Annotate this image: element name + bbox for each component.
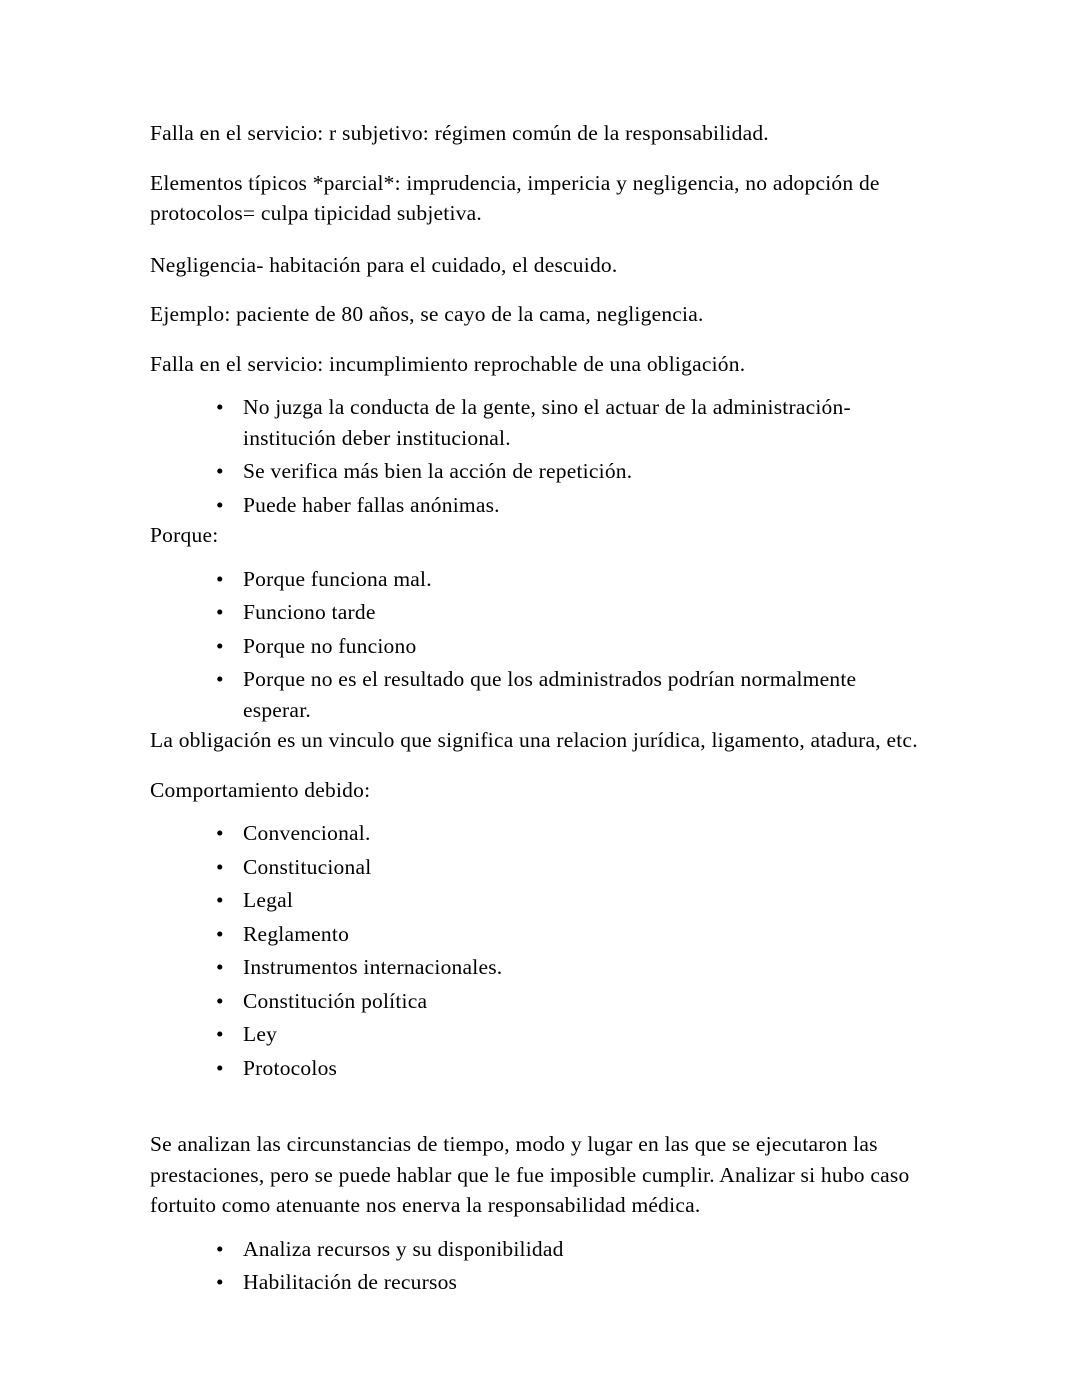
list-item: • Porque no funciono xyxy=(150,631,928,662)
bullet-list-falla-servicio xyxy=(150,392,928,520)
paragraph-falla-servicio-incumplimiento: Falla en el servicio: incumplimiento reprochable de una obligación. xyxy=(150,351,746,376)
list-item: • Convencional. xyxy=(150,818,928,849)
list-item: • Porque no es el resultado que los administrados podrían normalmente esperar. xyxy=(150,664,928,725)
bullet-list-comportamiento-debido xyxy=(150,818,928,1083)
paragraph-elementos-tipicos: Elementos típicos *parcial*: imprudencia, impericia y negligencia, no adopción de protocolos= culpa tipicidad subjetiva. xyxy=(150,170,880,226)
paragraph-falla-servicio-subjetivo: Falla en el servicio: r subjetivo: régimen común de la responsabilidad. xyxy=(150,121,769,145)
paragraph-comportamiento-debido-heading: Comportamiento debido: xyxy=(150,777,371,802)
list-item: • Analiza recursos y su disponibilidad xyxy=(150,1234,928,1265)
list-item: • Instrumentos internacionales. xyxy=(150,952,928,983)
paragraph-se-analizan-circunstancias: Se analizan las circunstancias de tiempo, modo y lugar en las que se ejecutaron las prestaciones, pero se puede hablar que le fue imposible cumplir. Analizar si hubo caso fortuito como atenuante nos enerva la responsabilidad médica. xyxy=(150,1132,910,1218)
document-body xyxy=(150,118,928,1298)
list-item: • Protocolos xyxy=(150,1053,928,1084)
paragraph-obligacion-vinculo: La obligación es un vinculo que significa una relacion jurídica, ligamento, atadura, etc. xyxy=(150,728,918,753)
bullet-list-recursos xyxy=(150,1234,928,1298)
paragraph-negligencia-definicion: Negligencia- habitación para el cuidado, el descuido. xyxy=(150,252,618,277)
list-item: • Constitución política xyxy=(150,986,928,1017)
list-item: • Funciono tarde xyxy=(150,597,928,628)
list-item: • Constitucional xyxy=(150,852,928,883)
bullet-list-porque xyxy=(150,564,928,726)
list-item: • Reglamento xyxy=(150,919,928,950)
list-item: • No juzga la conducta de la gente, sino el actuar de la administración- institución deber institucional. xyxy=(150,392,928,453)
paragraph-ejemplo-paciente: Ejemplo: paciente de 80 años, se cayo de la cama, negligencia. xyxy=(150,302,704,327)
list-item: • Ley xyxy=(150,1019,928,1050)
paragraph-spacer xyxy=(150,1083,928,1129)
list-item: • Porque funciona mal. xyxy=(150,564,928,595)
list-item: • Puede haber fallas anónimas. xyxy=(150,490,928,521)
list-item: • Habilitación de recursos xyxy=(150,1267,928,1298)
paragraph-spacer xyxy=(150,229,928,250)
list-item: • Legal xyxy=(150,885,928,916)
list-item: • Se verifica más bien la acción de repetición. xyxy=(150,456,928,487)
paragraph-porque-heading: Porque: xyxy=(150,523,219,548)
